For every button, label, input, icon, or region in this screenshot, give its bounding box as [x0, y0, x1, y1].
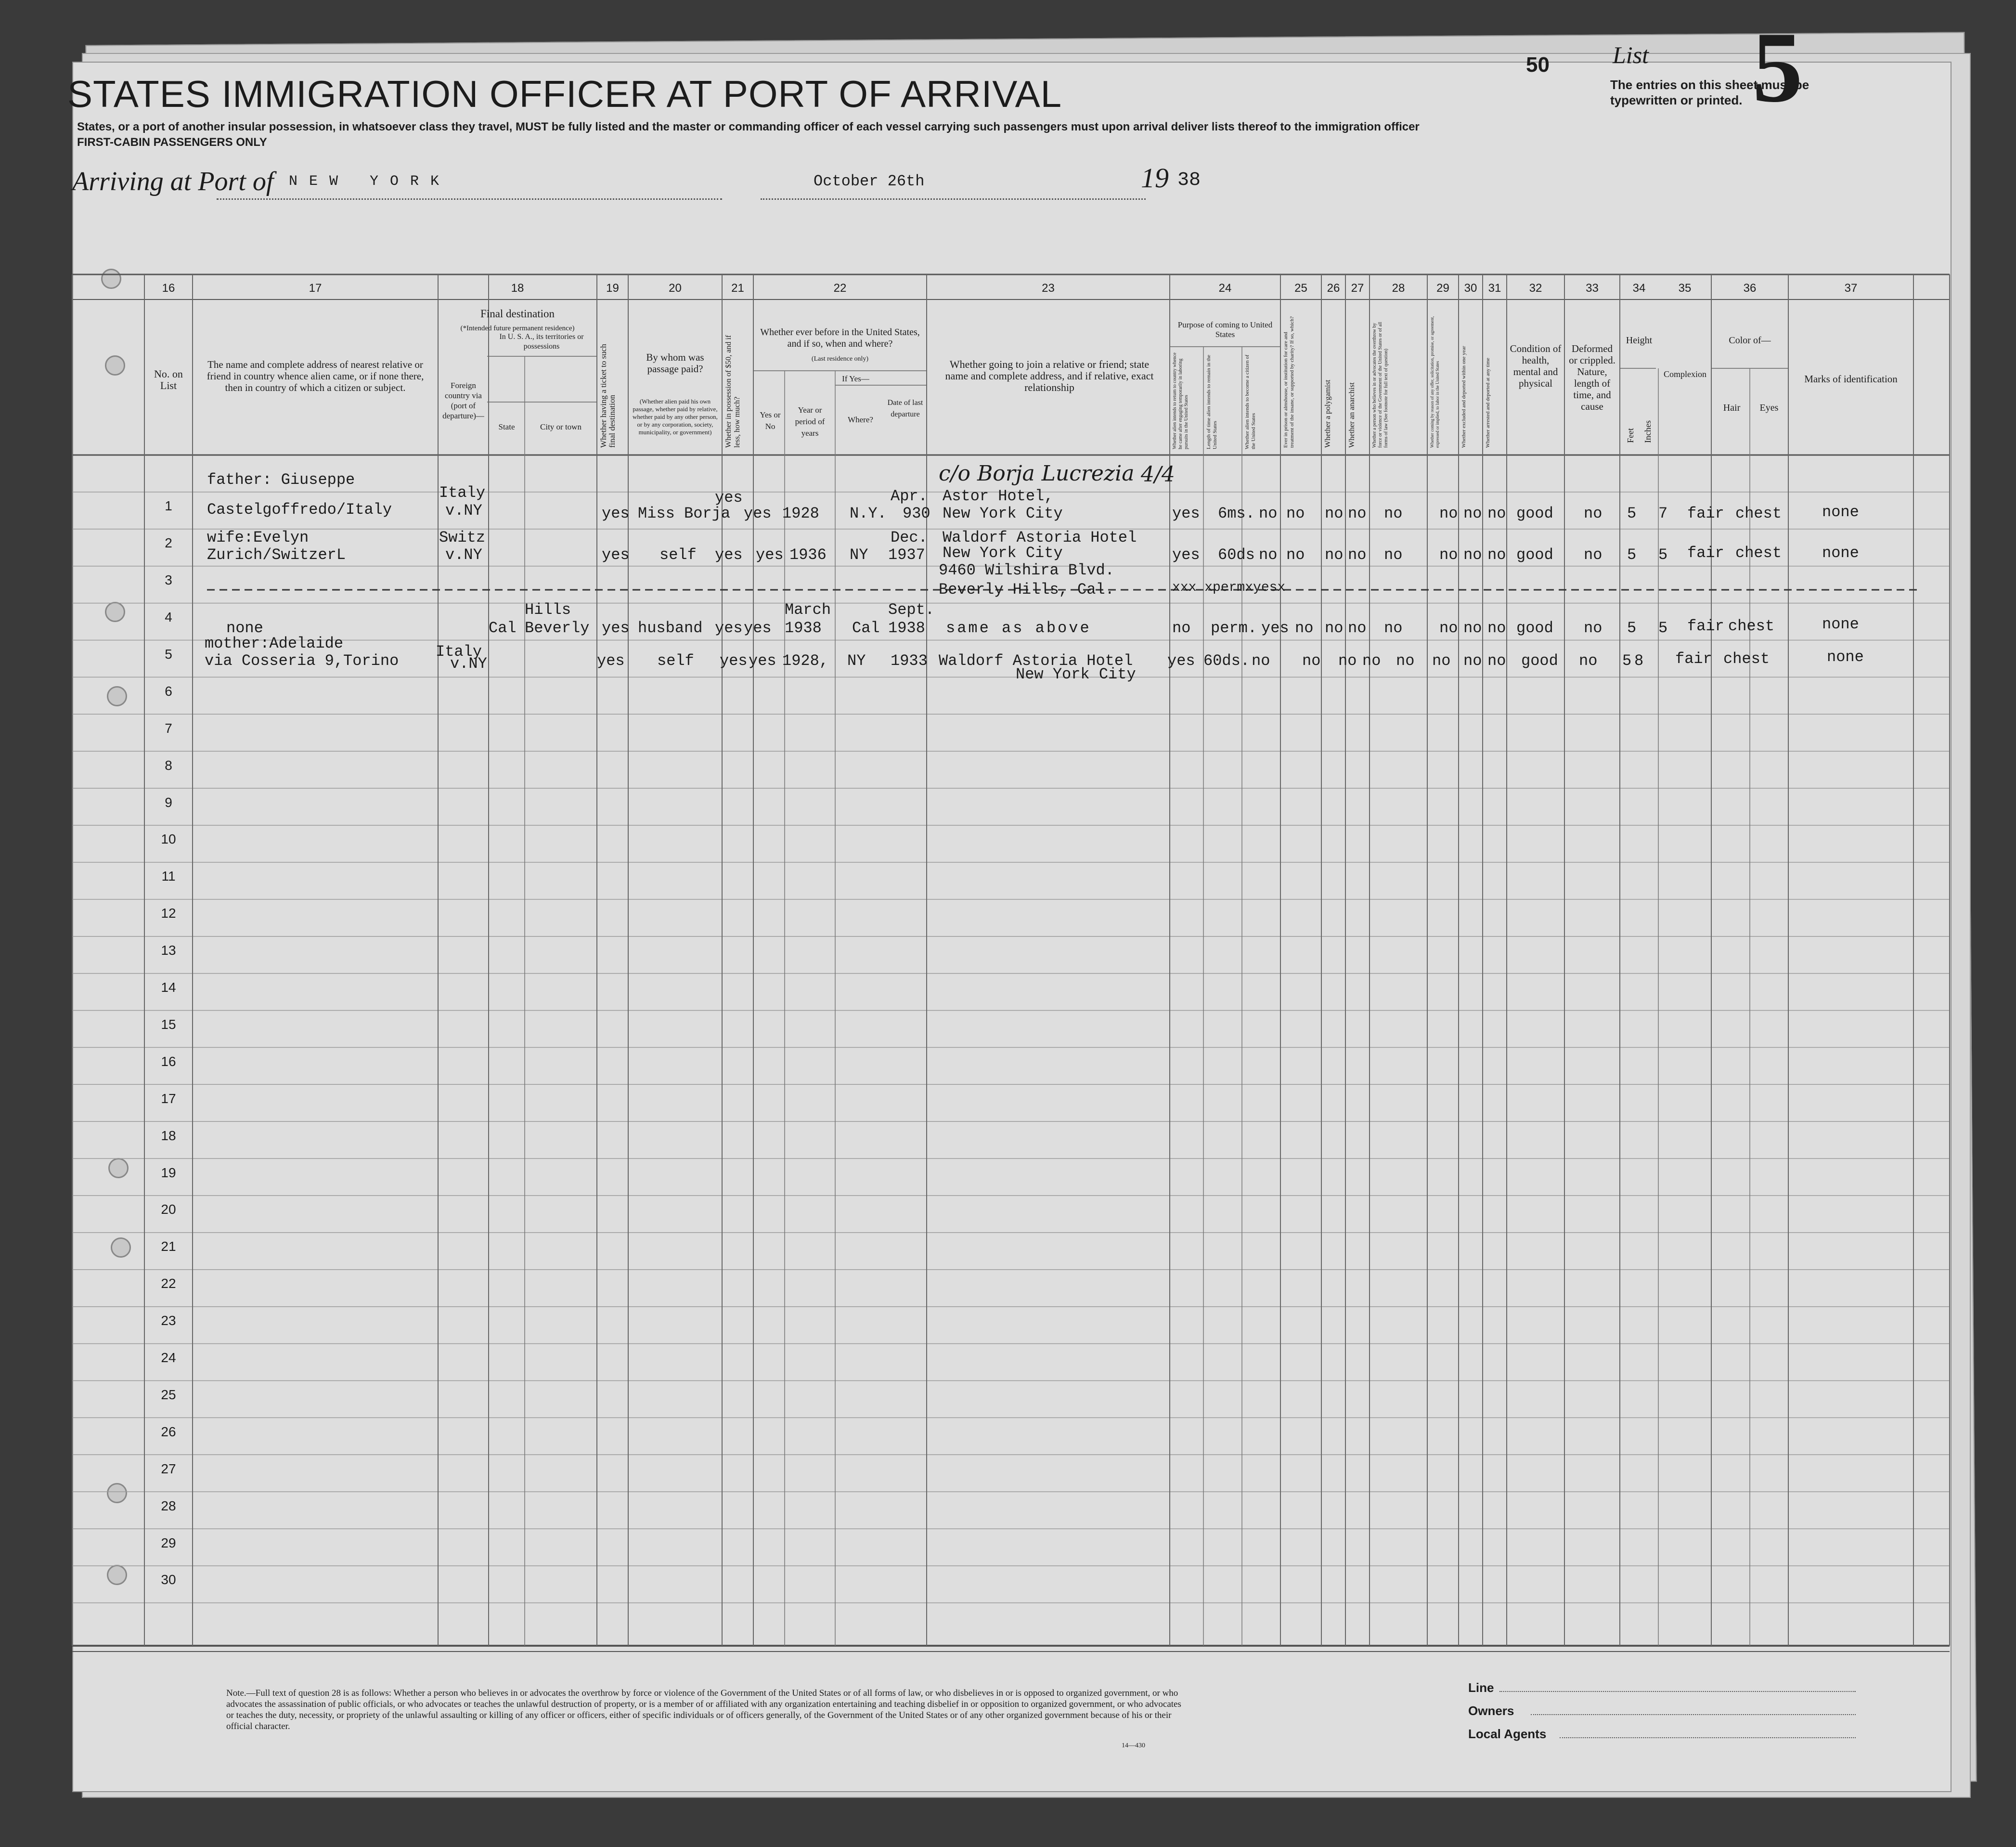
- passenger-class: FIRST-CABIN PASSENGERS ONLY: [77, 136, 267, 149]
- header-nearest-relative: The name and complete address of nearest relative or friend in country whence alien came, or if none there, then in country of which a citizen or subject.: [207, 359, 424, 393]
- row-number: 23: [161, 1313, 176, 1328]
- row1-marks: none: [1822, 503, 1859, 521]
- list-instructions: The entries on this sheet must be typewritten or printed.: [1610, 78, 1809, 107]
- header-eyes: Eyes: [1759, 403, 1779, 413]
- row1-feet: 5: [1627, 505, 1637, 522]
- column-number: 26: [1327, 282, 1340, 295]
- row4-polygamist: no: [1325, 619, 1344, 637]
- handwritten-mark: 4/4: [1141, 462, 1175, 487]
- row4-years-year: 1938: [785, 619, 822, 637]
- row5-length: 60ds.: [1203, 652, 1250, 670]
- row-number: 15: [161, 1016, 176, 1032]
- row5-join-hotel: Waldorf Astoria Hotel: [939, 652, 1133, 670]
- row2-polygamist: no: [1325, 546, 1344, 564]
- list-number: 5: [1752, 12, 1803, 123]
- row2-relative-address: Zurich/SwitzerL: [207, 546, 346, 564]
- header-if-yes: If Yes—: [842, 374, 869, 383]
- row-number: 25: [161, 1387, 176, 1402]
- row-number: 8: [165, 757, 172, 773]
- header-anarchist: Whether an anarchist: [1348, 382, 1356, 448]
- arrival-date: October 26th: [814, 172, 925, 190]
- row2-port: v.NY: [445, 546, 482, 564]
- column-number: 30: [1464, 282, 1477, 295]
- row5-marks: none: [1827, 648, 1864, 666]
- row4-inches: 5: [1658, 619, 1668, 637]
- row1-return: yes: [1172, 505, 1200, 522]
- header-health: Condition of health, mental and physical: [1510, 343, 1562, 389]
- row-number: 7: [165, 720, 172, 736]
- row1-departure-month: Apr.: [891, 487, 928, 505]
- row5-q31: no: [1487, 652, 1506, 670]
- row-number: 26: [161, 1424, 176, 1439]
- row5-departure: 1933: [891, 652, 928, 670]
- header-years: Year or period of years: [795, 405, 825, 438]
- row4-anarchist: no: [1348, 619, 1367, 637]
- row-number: 30: [161, 1572, 176, 1587]
- column-number: 22: [833, 282, 847, 295]
- row2-marks: none: [1822, 544, 1859, 562]
- column-number: 20: [669, 282, 682, 295]
- row4-length: perm.: [1211, 619, 1257, 637]
- column-number: 29: [1436, 282, 1449, 295]
- row2-departure-year: 1937: [888, 546, 925, 564]
- row-number: 27: [161, 1461, 176, 1476]
- row2-ticket: yes: [602, 546, 630, 564]
- header-labor-offer: Whether coming by reason of any offer, solicitation, promise, or agreement, expressed or implied, to labor in the United States: [1430, 316, 1440, 448]
- column-number: 19: [606, 282, 619, 295]
- list-label: List: [1613, 41, 1649, 68]
- column-number: 27: [1351, 282, 1364, 295]
- row-number: 14: [161, 980, 176, 995]
- row2-join-town: Beverly Hills, Cal.: [939, 581, 1114, 598]
- header-identification: Marks of identification: [1804, 373, 1898, 385]
- header-final-destination-note: (*Intended future permanent residence): [460, 325, 575, 332]
- row5-hair: chest: [1723, 650, 1770, 668]
- row5-inches: 8: [1634, 652, 1644, 670]
- row5-health: good: [1521, 652, 1558, 670]
- row5-relative-address: via Cosseria 9,Torino: [205, 652, 399, 670]
- row4-q30: no: [1463, 619, 1482, 637]
- row5-where: NY: [847, 652, 866, 670]
- row1-complexion: fair: [1687, 505, 1724, 522]
- header-deformed: Deformed or crippled. Nature, length of time, and cause: [1569, 343, 1615, 412]
- row2-prison: no: [1286, 546, 1305, 564]
- header-question-28: Whether a person who believes in or advocates the overthrow by force or violence of the Government of the United States or of all forms of law (See footnote for full text of question): [1372, 322, 1389, 448]
- row4-citizen: yes: [1261, 619, 1289, 637]
- row1-passage-paid: Miss Borja: [638, 505, 731, 522]
- column-number: 24: [1218, 282, 1232, 295]
- row1-relative-name: father: Giuseppe: [207, 471, 355, 489]
- row1-ticket: yes: [602, 505, 630, 522]
- header-last-departure: Date of last departure: [887, 399, 923, 418]
- row-number: 16: [161, 1054, 176, 1069]
- row-number: 19: [161, 1165, 176, 1180]
- year-prefix: 19: [1141, 162, 1169, 194]
- row2-departure-month: Dec.: [891, 529, 928, 546]
- column-number: 18: [511, 282, 524, 295]
- row-number: 1: [165, 498, 172, 514]
- row2-anarchist: no: [1348, 546, 1367, 564]
- year-suffix: 38: [1177, 169, 1201, 191]
- row2-return: yes: [1172, 546, 1200, 564]
- row1-polygamist: no: [1325, 505, 1344, 522]
- row2-years: 1936: [789, 546, 827, 564]
- row4-before: yes: [744, 619, 772, 637]
- row-number: 2: [165, 535, 172, 551]
- row1-q29: no: [1439, 505, 1458, 522]
- row1-anarchist: no: [1348, 505, 1367, 522]
- row1-q31: no: [1487, 505, 1506, 522]
- header-excluded: Whether excluded and deported within one year: [1461, 346, 1467, 448]
- row5-deformed: no: [1579, 652, 1598, 670]
- row5-foreign-country: Italy: [436, 643, 482, 661]
- row-number: 10: [161, 832, 176, 847]
- header-passage-paid-note: (Whether alien paid his own passage, whether paid by relative, whether paid by any other person, or by any corporation, society, municipality, or government): [633, 398, 718, 436]
- row5-ticket: yes: [597, 652, 625, 670]
- row5-return: yes: [1167, 652, 1195, 670]
- row4-q28: no: [1384, 619, 1403, 637]
- row4-state: Cal: [489, 619, 517, 637]
- row-number: 17: [161, 1091, 176, 1106]
- header-deported: Whether arrested and deported at any time: [1485, 358, 1491, 448]
- row5-q29: no: [1432, 652, 1451, 670]
- row-number: 20: [161, 1202, 176, 1217]
- row5-port: v.NY: [450, 655, 487, 673]
- row2-length: 60ds: [1218, 546, 1255, 564]
- page-number: 50: [1526, 53, 1550, 77]
- column-number: 32: [1529, 282, 1542, 295]
- row-number: 22: [161, 1276, 176, 1291]
- row1-length: 6ms.: [1218, 505, 1255, 522]
- row-number: 13: [161, 943, 176, 958]
- header-foreign-country: Foreign country via (port of departure)—: [442, 381, 484, 420]
- header-hair: Hair: [1723, 403, 1741, 413]
- row1-join-address: Astor Hotel,: [943, 487, 1054, 505]
- row2-hair: chest: [1735, 544, 1782, 562]
- header-in-usa: In U. S. A., its territories or possessions: [499, 333, 584, 351]
- row4-city-line1: Hills: [525, 601, 571, 619]
- row5-citizen: no: [1252, 652, 1270, 670]
- row2-q31: no: [1487, 546, 1506, 564]
- column-number: 34: [1632, 282, 1646, 295]
- row4-q31: no: [1487, 619, 1506, 637]
- header-ever-before-note: (Last residence only): [811, 355, 869, 363]
- row-number: 9: [165, 794, 172, 810]
- row2-passage-paid: self: [659, 546, 697, 564]
- port-value: NEW YORK: [289, 173, 451, 190]
- row-number: 18: [161, 1128, 176, 1143]
- form-instructions: States, or a port of another insular possession, in whatsoever class they travel, MUST be fully listed and the master or commanding officer of each vessel carrying such passengers must upon arrival deliver lists thereof to the immigration officer: [77, 120, 1420, 133]
- owners-label: Owners: [1468, 1704, 1514, 1718]
- header-height: Height: [1626, 335, 1653, 346]
- row1-q28: no: [1384, 505, 1403, 522]
- row1-where: N.Y.: [850, 505, 887, 522]
- header-city: City or town: [540, 422, 582, 431]
- row2-before: yes: [756, 546, 784, 564]
- row1-inches: 7: [1658, 505, 1668, 522]
- row1-money: yes: [715, 489, 743, 507]
- row1-before: yes: [744, 505, 772, 522]
- row2-inches: 5: [1658, 546, 1668, 564]
- page-title: STATES IMMIGRATION OFFICER AT PORT OF ARRIVAL: [67, 73, 1062, 115]
- row4-q29: no: [1439, 619, 1458, 637]
- row5-relative-name: mother:Adelaide: [205, 635, 344, 652]
- row1-port: v.NY: [445, 502, 482, 520]
- row5-prison: no: [1302, 652, 1321, 670]
- line-label: Line: [1468, 1680, 1494, 1695]
- column-number: 23: [1042, 282, 1055, 295]
- header-join-relative: Whether going to join a relative or friend; state name and complete address, and if relative, exact relationship: [945, 358, 1154, 393]
- row2-relative-name: wife:Evelyn: [207, 529, 309, 546]
- header-ticket: Whether having a ticket to such final destination: [599, 344, 617, 448]
- row5-passage-paid: self: [657, 652, 694, 670]
- header-return-intent: Whether alien intends to return to country whence he came after engaging temporarily in laboring pursuits in the United States: [1172, 352, 1189, 449]
- owners-dotted-line: [1531, 1714, 1856, 1715]
- column-number: 33: [1586, 282, 1599, 295]
- row2-join-street: 9460 Wilshira Blvd.: [939, 561, 1114, 579]
- row4-hair: chest: [1728, 617, 1775, 635]
- header-polygamist: Whether a polygamist: [1324, 379, 1332, 448]
- row1-join-city: New York City: [943, 505, 1063, 522]
- row2-q30: no: [1463, 546, 1482, 564]
- row2-citizen: no: [1259, 546, 1278, 564]
- column-number: 31: [1488, 282, 1501, 295]
- row5-polygamist: no: [1338, 652, 1357, 670]
- question-28-footnote: Note.—Full text of question 28 is as follows: Whether a person who believes in or advocates the overthrow by force or violence of the Government of the United States or of all forms of law, or who disbelieves in or is opposed to organized government, or who advocates the assassination of public officials, or who advocates or teaches the unlawful destruction of property, or is a member of or affiliated with any organization entertaining and teaching disbelief in or opposition to organized government, or who advocates or teaches the duty, necessity, or propriety of the unlawful assaulting or killing of any officer or officers, either of specific individuals or of officers generally, of the Government of the United States or of any other organized government because of his or their official character.: [226, 1688, 1181, 1731]
- row4-passage-paid: husband: [638, 619, 703, 637]
- header-no-on-list: No. on List: [154, 368, 183, 391]
- row-number: 4: [165, 610, 172, 625]
- row2-q29: no: [1439, 546, 1458, 564]
- column-number: 16: [162, 282, 175, 295]
- row2-feet: 5: [1627, 546, 1637, 564]
- row1-foreign-country: Italy: [439, 484, 486, 502]
- row1-departure-year: 930: [903, 505, 930, 522]
- column-number: 25: [1294, 282, 1307, 295]
- header-citizen-intent: Whether alien intends to become a citizen of the United States: [1244, 354, 1256, 449]
- row2-where: NY: [850, 546, 868, 564]
- row-number: 24: [161, 1350, 176, 1366]
- row4-departure-month: Sept.: [888, 601, 935, 619]
- row5-years: 1928,: [782, 652, 829, 670]
- row1-prison: no: [1286, 505, 1305, 522]
- row1-q30: no: [1463, 505, 1482, 522]
- row5-anarchist: no: [1362, 652, 1381, 670]
- header-money: Whether in possession of $50, and if less, how much?: [724, 335, 741, 448]
- row5-before: yes: [749, 652, 776, 670]
- row2-join-hotel: Waldorf Astoria Hotel: [943, 529, 1137, 546]
- row1-deformed: no: [1584, 505, 1602, 522]
- header-inches: Inches: [1643, 420, 1653, 443]
- row5-q30: no: [1463, 652, 1482, 670]
- row4-feet: 5: [1627, 619, 1637, 637]
- row4-city-line2: Beverly: [525, 619, 590, 637]
- row4-return: no: [1172, 619, 1191, 637]
- header-final-destination: Final destination: [480, 308, 555, 320]
- row4-where: Cal: [852, 619, 880, 637]
- row4-years-month: March: [785, 601, 831, 619]
- row5-complexion: fair: [1675, 650, 1712, 668]
- row2-foreign-country: Switz: [439, 529, 486, 546]
- row4-health: good: [1516, 619, 1553, 637]
- row-number: 5: [165, 646, 172, 662]
- row5-money: yes: [720, 652, 748, 670]
- row4-prison: no: [1295, 619, 1314, 637]
- row4-departure-year: 1938: [888, 619, 925, 637]
- header-purpose: Purpose of coming to United States: [1177, 320, 1273, 339]
- row5-join-city: New York City: [1016, 665, 1136, 683]
- row-number: 3: [165, 572, 172, 588]
- row4-complexion: fair: [1687, 617, 1724, 635]
- row-number: 6: [165, 683, 172, 699]
- row-number: 28: [161, 1498, 176, 1513]
- handwritten-care-of: c/o Borja Lucrezia: [939, 461, 1135, 486]
- row2-join-city: New York City: [943, 544, 1063, 562]
- row2-q28: no: [1384, 546, 1403, 564]
- row-number: 12: [161, 906, 176, 921]
- column-number: 36: [1743, 282, 1757, 295]
- header-yes-no: Yes or No: [760, 410, 781, 431]
- row5-feet: 5: [1622, 652, 1632, 670]
- row2-health: good: [1516, 546, 1553, 564]
- row2-money: yes: [715, 546, 743, 564]
- form-code: 14—430: [1122, 1742, 1145, 1749]
- row1-health: good: [1516, 505, 1553, 522]
- row5-q28: no: [1396, 652, 1415, 670]
- header-length-stay: Length of time alien intends to remain in the United States: [1206, 354, 1218, 449]
- row1-citizen: no: [1259, 505, 1278, 522]
- header-where: Where?: [848, 415, 873, 424]
- row2-deformed: no: [1584, 546, 1602, 564]
- local-agents-label: Local Agents: [1468, 1727, 1547, 1741]
- row4-deformed: no: [1584, 619, 1602, 637]
- row2-complexion: fair: [1687, 544, 1724, 562]
- row-number: 11: [161, 869, 176, 884]
- row4-relative: none: [226, 619, 263, 637]
- row1-relative-address: Castelgoffredo/Italy: [207, 501, 392, 519]
- column-number: 35: [1678, 282, 1692, 295]
- arriving-label: Arriving at Port of: [72, 167, 274, 196]
- row4-marks: none: [1822, 615, 1859, 633]
- row-number: 21: [161, 1239, 176, 1254]
- agents-dotted-line: [1560, 1737, 1856, 1738]
- header-color: Color of—: [1729, 335, 1771, 346]
- column-number: 21: [731, 282, 744, 295]
- header-complexion: Complexion: [1664, 369, 1706, 379]
- column-number: 17: [309, 282, 322, 295]
- header-state: State: [498, 422, 515, 431]
- row4-join: same as above: [946, 619, 1091, 637]
- row3-struck-entry: xxx xpermxyesx: [1172, 580, 1286, 595]
- row4-money: yes: [715, 619, 743, 637]
- row-number: 29: [161, 1535, 176, 1550]
- column-number: 37: [1844, 282, 1858, 295]
- header-passage-paid: By whom was passage paid?: [646, 351, 704, 375]
- row1-years: 1928: [782, 505, 819, 522]
- line-dotted-line: [1499, 1691, 1856, 1692]
- header-prison: Ever in prison or almshouse, or institution for care and treatment of the insane, or supported by charity? If so, which?: [1283, 316, 1295, 448]
- header-feet: Feet: [1626, 428, 1635, 443]
- header-ever-before: Whether ever before in the United States, and if so, when and where?: [760, 327, 920, 349]
- row4-ticket: yes: [602, 619, 630, 637]
- column-number: 28: [1392, 282, 1405, 295]
- row1-hair: chest: [1735, 505, 1782, 522]
